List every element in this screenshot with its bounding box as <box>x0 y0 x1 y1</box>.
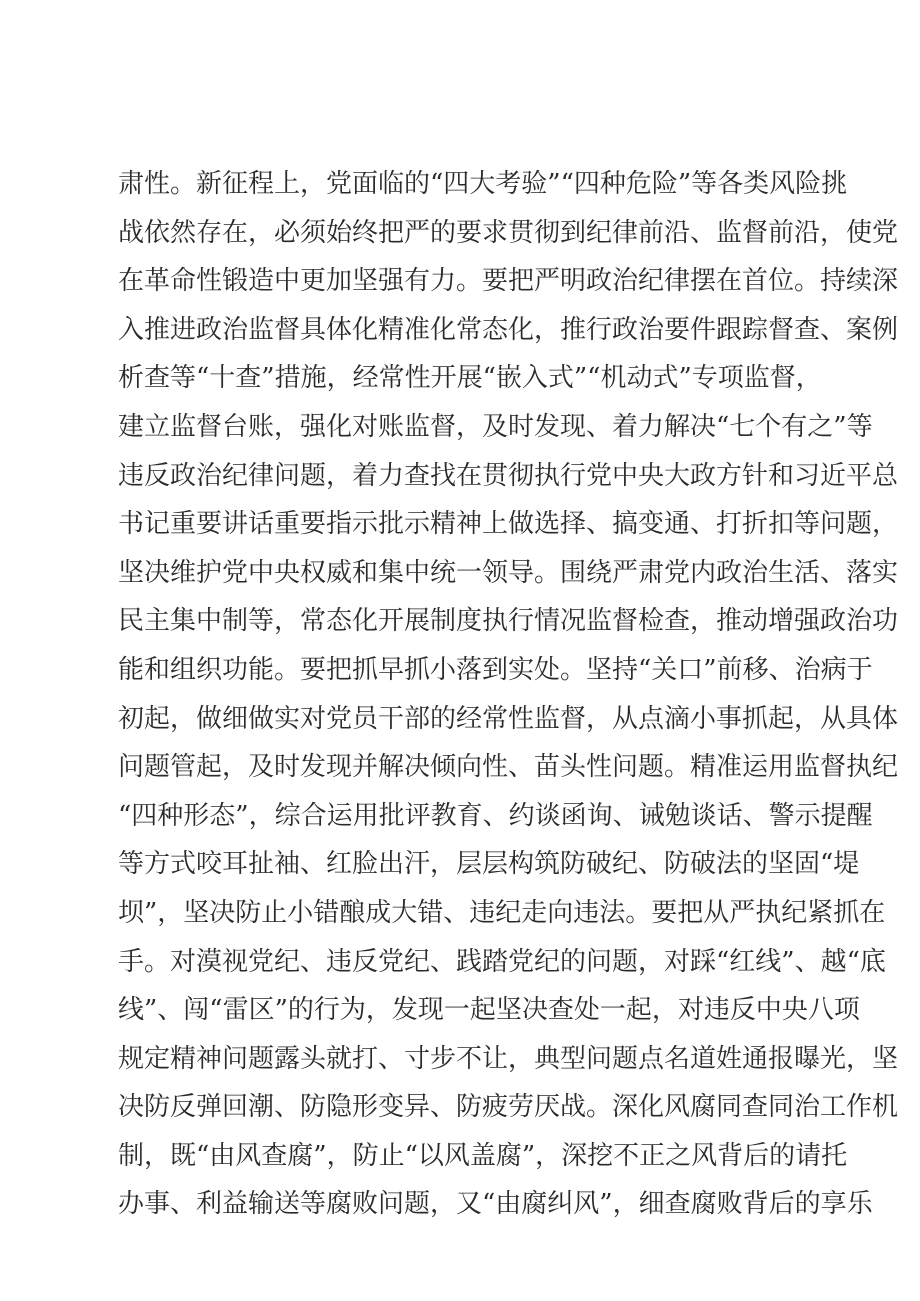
text-line: 初起，做细做实对党员干部的经常性监督，从点滴小事抓起，从具体 <box>118 703 899 734</box>
text-line: 坝”，坚决防止小错酿成大错、违纪走向违法。要把从严执纪紧抓在 <box>118 897 886 928</box>
text-line: 规定精神问题露头就打、寸步不让，典型问题点名道姓通报曝光，坚 <box>118 1043 899 1074</box>
text-line: 在革命性锻造中更加坚强有力。要把严明政治纪律摆在首位。持续深 <box>118 266 899 297</box>
text-line: 入推进政治监督具体化精准化常态化，推行政治要件跟踪督查、案例 <box>118 314 899 345</box>
text-line: 线”、闯“雷区”的行为，发现一起坚决查处一起，对违反中央八项 <box>118 995 860 1026</box>
text-line: 等方式咬耳扯袖、红脸出汗，层层构筑防破纪、防破法的坚固“堤 <box>118 849 860 880</box>
text-line: 制，既“由风查腐”，防止“以风盖腐”，深挖不正之风背后的请托 <box>118 1140 848 1171</box>
body-paragraph <box>118 160 899 1229</box>
text-line: “四种形态”，综合运用批评教育、约谈函询、诫勉谈话、警示提醒 <box>118 800 873 831</box>
text-line: 民主集中制等，常态化开展制度执行情况监督检查，推动增强政治功 <box>118 606 899 637</box>
text-line: 违反政治纪律问题，着力查找在贯彻执行党中央大政方针和习近平总 <box>118 460 899 491</box>
text-line: 问题管起，及时发现并解决倾向性、苗头性问题。精准运用监督执纪 <box>118 752 899 783</box>
text-line: 办事、利益输送等腐败问题，又“由腐纠风”，细查腐败背后的享乐 <box>118 1189 873 1220</box>
text-line: 析查等“十查”措施，经常性开展“嵌入式”“机动式”专项监督， <box>118 363 822 394</box>
text-line: 建立监督台账，强化对账监督，及时发现、着力解决“七个有之”等 <box>118 411 873 442</box>
text-line: 战依然存在，必须始终把严的要求贯彻到纪律前沿、监督前沿，使党 <box>118 217 899 248</box>
text-line: 书记重要讲话重要指示批示精神上做选择、搞变通、打折扣等问题， <box>118 509 899 540</box>
text-line: 决防反弹回潮、防隐形变异、防疲劳厌战。深化风腐同查同治工作机 <box>118 1092 899 1123</box>
text-line: 能和组织功能。要把抓早抓小落到实处。坚持“关口”前移、治病于 <box>118 654 873 685</box>
text-line: 手。对漠视党纪、违反党纪、践踏党纪的问题，对踩“红线”、越“底 <box>118 946 886 977</box>
text-line: 坚决维护党中央权威和集中统一领导。围绕严肃党内政治生活、落实 <box>118 557 899 588</box>
text-line: 肃性。新征程上，党面临的“四大考验”“四种危险”等各类风险挑 <box>118 169 848 199</box>
